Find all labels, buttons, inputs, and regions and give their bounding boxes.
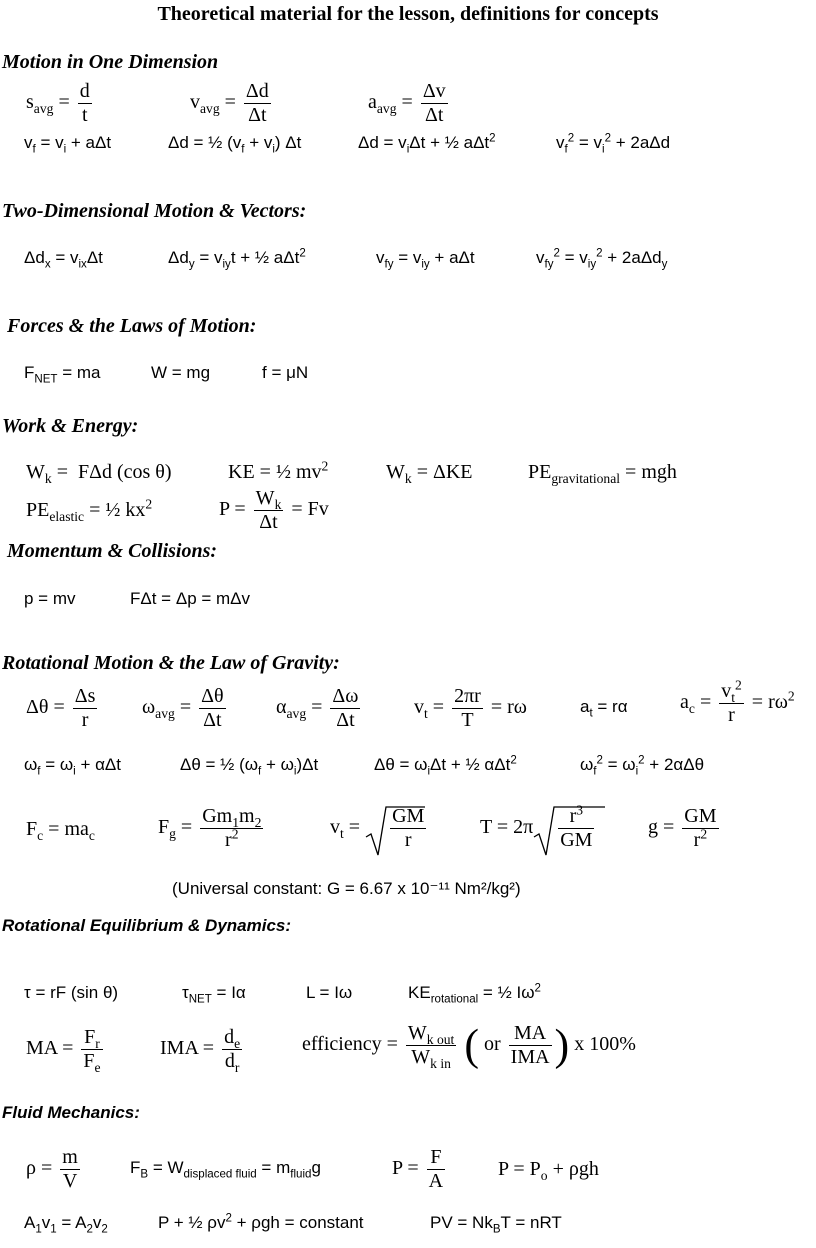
universal-constant: (Universal constant: G = 6.67 x 10⁻¹¹ Nm²/kg²) xyxy=(172,879,521,898)
eq-work-energy: $W_k = \Delta KE$ xyxy=(386,461,473,486)
eq-final-velocity: $v_f = v_i + a\Delta t$ xyxy=(24,133,112,156)
heading-motion-one-dimension: Motion in One Dimension xyxy=(2,51,219,73)
eq-net-force: $F_{NET}$ = ma xyxy=(24,363,101,386)
eq-work: $W_k = F\Delta d$ (cos θ) xyxy=(26,461,172,486)
eq-power: P = $\frac{W_k}{\Delta t}$ = Fv xyxy=(219,487,329,533)
eq-friction: f = μN xyxy=(262,363,309,382)
eq-kinetic-energy: KE = ½ $mv^2$ xyxy=(228,458,329,483)
eq-tangential-accel: $a_t = r\alpha$ xyxy=(580,697,628,720)
eq-angular-displacement: Δθ = $\frac{\Delta s}{r}$ xyxy=(26,685,96,731)
eq-omega-final: $\omega_f = \omega_i + \alpha\Delta t$ xyxy=(24,755,122,778)
eq-momentum: p = mv xyxy=(24,589,76,608)
eq-gravitational-force: $F_g$ = $\frac{Gm_1m_2}{r^2}$ xyxy=(158,805,262,851)
heading-rotational-motion: Rotational Motion & the Law of Gravity: xyxy=(2,652,340,674)
eq-average-acceleration: $a_{avg}$ = $\frac{\Delta v}{\Delta t}$ xyxy=(368,80,446,126)
eq-angular-momentum: L = Iω xyxy=(306,983,353,1002)
eq-theta-average: Δθ = ½ $(\omega_f + \omega_i)\Delta t$ xyxy=(180,755,319,778)
eq-buoyant-force: $F_B = W_{displaced fluid} = m_{fluid}g$ xyxy=(130,1158,321,1181)
eq-density: ρ = $\frac{m}{V}$ xyxy=(26,1146,78,1192)
eq-bernoulli: P + ½ $\rho v^2 + \rho gh$ = constant xyxy=(158,1212,364,1232)
eq-torque: τ = rF (sin θ) xyxy=(24,983,119,1002)
eq-vfy-squared: $v_{fy}^2 = v_{iy}^2 + 2a\Delta d_y$ xyxy=(536,247,668,271)
eq-rotational-ke: $KE_{rotational}$ = ½ $I\omega^2$ xyxy=(408,982,541,1006)
eq-ideal-mechanical-advantage: IMA = $\frac{d_e}{d_r}$ xyxy=(160,1026,241,1075)
eq-mechanical-advantage: MA = $\frac{F_r}{F_e}$ xyxy=(26,1026,101,1075)
eq-average-velocity: $v_{avg}$ = $\frac{\Delta d}{\Delta t}$ xyxy=(190,80,269,126)
eq-weight: W = mg xyxy=(151,363,211,382)
eq-efficiency: efficiency = $\frac{W_{k out}}{W_{k in}}$ ( or $\frac{MA}{\text{IMA}}$ ) x 100% xyxy=(302,1020,636,1071)
eq-gravitational-pe: $PE_{gravitational}$ = mgh xyxy=(528,461,677,486)
eq-impulse: FΔt = Δp = mΔv xyxy=(130,589,251,608)
eq-vfy: $v_{fy} = v_{iy} + a\Delta t$ xyxy=(376,248,475,271)
eq-displacement-average: Δd = ½ $(v_f + v_i)$ Δt xyxy=(168,133,302,156)
eq-dy: $\Delta d_y = v_{iy}t$ + ½ aΔt$^2$ xyxy=(168,247,306,271)
eq-dx: $\Delta d_x = v_{ix}\Delta t$ xyxy=(24,248,103,271)
eq-tangential-speed: $v_t$ = $\frac{2\pi r}{T}$ = rω xyxy=(414,685,527,731)
eq-theta-accel: $\Delta\theta = \omega_i\Delta t$ + ½ αΔt$^2$ xyxy=(374,754,517,778)
eq-net-torque: $\tau_{NET} = I\alpha$ xyxy=(182,983,246,1006)
heading-momentum: Momentum & Collisions: xyxy=(7,540,218,562)
page-title: Theoretical material for the lesson, definitions for concepts xyxy=(157,3,659,25)
eq-continuity: $A_1v_1 = A_2v_2$ xyxy=(24,1213,108,1236)
eq-ideal-gas: PV = $Nk_BT$ = nRT xyxy=(430,1213,562,1236)
eq-orbital-period: T = 2π $\frac{r^3}{GM}$ xyxy=(480,805,597,852)
eq-orbital-speed: $v_t$ = $\frac{GM}{r}$ xyxy=(330,805,429,852)
eq-gravity-field: g = $\frac{GM}{r^2}$ xyxy=(648,805,717,851)
heading-forces: Forces & the Laws of Motion: xyxy=(7,315,257,337)
eq-elastic-pe: $PE_{elastic}$ = ½ $kx^2$ xyxy=(26,496,153,524)
heading-fluid-mechanics: Fluid Mechanics: xyxy=(2,1103,140,1122)
eq-centripetal-accel: $a_c$ = $\frac{v_t^2}{r}$ = $r\omega^2$ xyxy=(680,677,795,726)
eq-pressure: P = $\frac{F}{A}$ xyxy=(392,1146,444,1192)
eq-angular-velocity: $\omega_{avg}$ = $\frac{\Delta\theta}{\Delta t}$ xyxy=(142,685,224,731)
heading-two-dimensional-motion: Two-Dimensional Motion & Vectors: xyxy=(2,200,307,222)
eq-fluid-pressure: $P = P_o + \rho gh$ xyxy=(498,1158,599,1183)
heading-rotational-equilibrium: Rotational Equilibrium & Dynamics: xyxy=(2,916,292,935)
eq-displacement-accel: $\Delta d = v_i\Delta t$ + ½ aΔt$^2$ xyxy=(358,132,496,156)
eq-omega-squared: $\omega_f^2 = \omega_i^2 + 2\alpha\Delta\theta$ xyxy=(580,754,705,778)
heading-work-energy: Work & Energy: xyxy=(2,415,139,437)
eq-average-speed: $s_{avg}$ = $\frac{d}{t}$ xyxy=(26,80,90,126)
eq-angular-acceleration: $\alpha_{avg}$ = $\frac{\Delta\omega}{\Delta t}$ xyxy=(276,685,359,731)
eq-centripetal-force: $F_c = ma_c$ xyxy=(26,818,95,843)
eq-velocity-squared: $v_f^2 = v_i^2 + 2a\Delta d$ xyxy=(556,132,671,156)
